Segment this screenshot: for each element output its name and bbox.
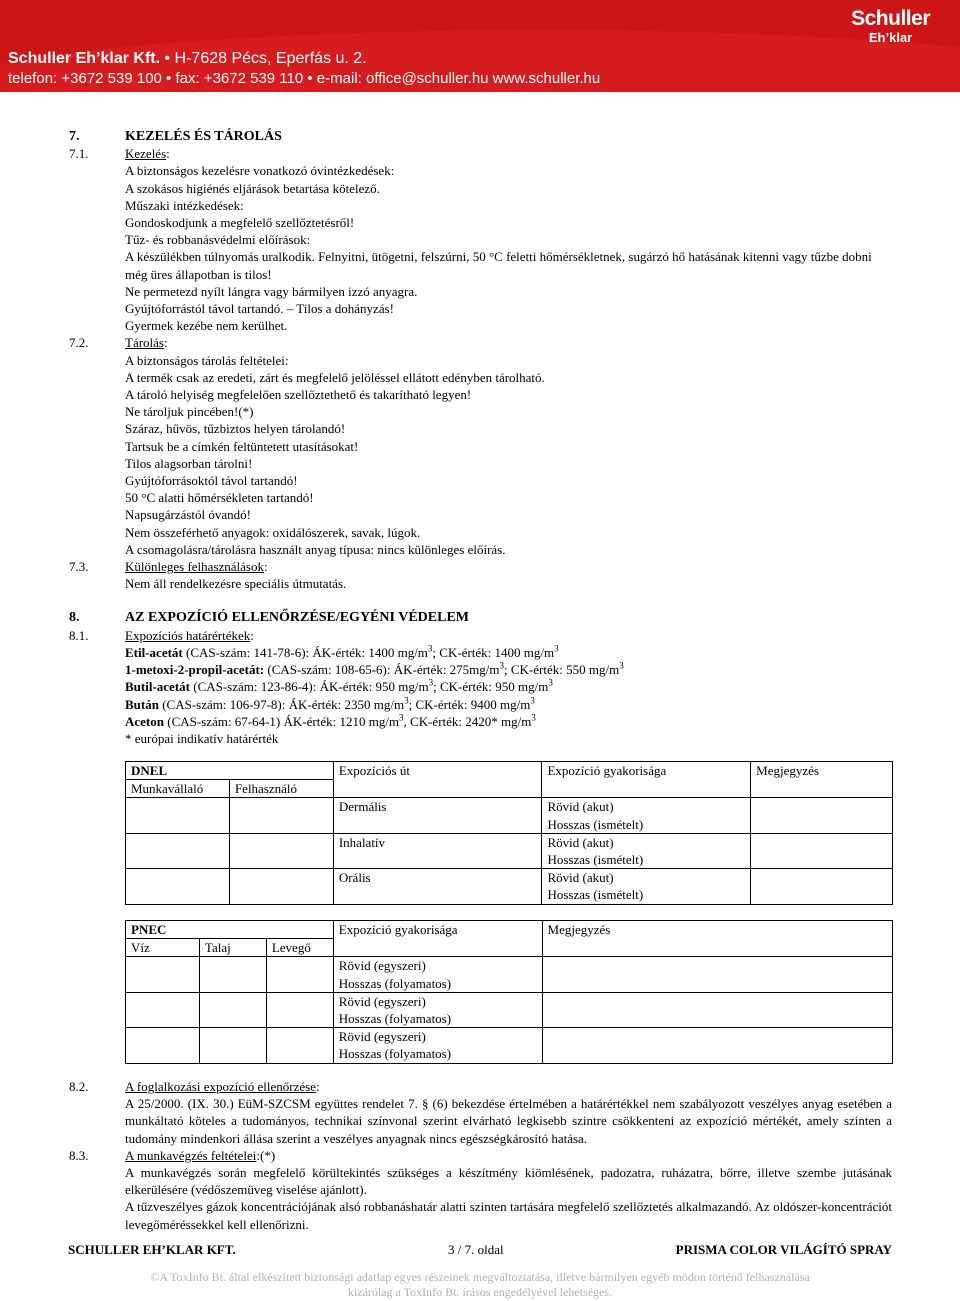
table-header-row bbox=[126, 762, 893, 780]
superscript: 3 bbox=[554, 643, 559, 654]
company-contact: telefon: +3672 539 100 • fax: +3672 539 110 • e-mail: office@schuller.hu www.schuller.hu bbox=[8, 70, 601, 87]
substance-name: Bután bbox=[125, 696, 159, 712]
subsection-number: 8.2. bbox=[69, 1079, 89, 1094]
freq-long: Hosszas (folyamatos) bbox=[338, 1046, 452, 1062]
empty-cell bbox=[333, 939, 542, 957]
paragraph: A 25/2000. (IX. 30.) EüM-SZCSM együttes rendelet 7. § (6) bekezdése értelmében a határértékkel nem szabályozott veszélyes anyag esetében a munkáltató köteles a tudományos, technikai színvonal szerint elvárható legkisebb szintre csökkenteni az expozíció mértékét, amely szinten a tudomány mindenkori állása szerint a veszélyes anyagnak nincs egészségkárosító hatása. bbox=[125, 1096, 892, 1146]
table-row bbox=[126, 869, 893, 904]
subsection-heading-text: Expozíciós határértékek bbox=[125, 627, 251, 643]
superscript: 3 bbox=[531, 712, 536, 723]
substance-limit bbox=[125, 661, 892, 678]
limit-text: (CAS-szám: 123-86-4): ÁK-érték: 950 mg/m bbox=[189, 679, 429, 695]
frequency-cell bbox=[333, 992, 542, 1027]
freq-short: Rövid (akut) bbox=[547, 834, 614, 850]
substance-name: Butil-acetát bbox=[125, 679, 190, 695]
empty-cell bbox=[229, 869, 333, 904]
footnote-indicative: * európai indikatív határérték bbox=[125, 730, 279, 746]
schuller-logo bbox=[851, 8, 930, 44]
empty-cell bbox=[751, 869, 893, 904]
document-body bbox=[0, 128, 960, 747]
col-header-soil: Talaj bbox=[199, 939, 266, 957]
substance-name: Aceton bbox=[125, 713, 164, 729]
subsection-heading-text: Tárolás bbox=[125, 335, 164, 351]
table-subheader-row bbox=[126, 939, 893, 957]
text-line: Ne tároljuk pincében!(*) bbox=[125, 404, 254, 420]
superscript: 3 bbox=[428, 677, 434, 688]
limit-text: (CAS-szám: 108-65-6): ÁK-érték: 275mg/m bbox=[264, 662, 500, 678]
freq-short: Rövid (egyszeri) bbox=[338, 1029, 426, 1045]
subsection-number: 8.1. bbox=[69, 627, 89, 643]
substance-limit bbox=[125, 696, 892, 713]
frequency-cell bbox=[542, 798, 751, 833]
limit-text: (CAS-szám: 67-64-1) ÁK-érték: 1210 mg/m bbox=[164, 713, 400, 729]
heading-suffix: :(*) bbox=[256, 1147, 276, 1163]
empty-cell bbox=[126, 798, 230, 833]
section-8-heading bbox=[0, 609, 960, 626]
empty-cell bbox=[542, 957, 892, 992]
page-number: 3 / 7. oldal bbox=[448, 1242, 504, 1257]
paragraph: A tűzveszélyes gázok koncentrációjának alsó robbanáshatár alatti szinten tartására megfelelő szellőztetés alkalmazandó. Az oldószer-koncentrációt levegőméréssekkel kell ellenőrizni. bbox=[125, 1199, 892, 1232]
col-header-consumer: Felhasználó bbox=[229, 780, 333, 798]
text-line: A termék csak az eredeti, zárt és megfelelő jelöléssel ellátott edényben tárolható. bbox=[125, 369, 545, 385]
copyright-line: ©A ToxInfo Bt. által elkészített biztonsági adatlap egyes részeinek megváltoztatása, illetve bármilyen egyéb módon történő felhasználása bbox=[150, 1270, 810, 1284]
section-number: 8. bbox=[69, 610, 80, 626]
text-line: A tároló helyiség megfelelően szellőztethető és takarítható legyen! bbox=[125, 387, 472, 403]
route-cell: Dermális bbox=[333, 798, 542, 833]
pnec-title-cell bbox=[126, 921, 334, 939]
frequency-cell bbox=[542, 833, 751, 868]
text-line: A készülékben túlnyomás uralkodik. Felnyitni, ütögetni, felszúrni, 50 °C feletti hőmérsékletnek, sugárzó hő hatásának kitenni vagy tűzbe dobni még üres állapotban is tilos! bbox=[125, 249, 872, 282]
text-line: A biztonságos kezelésre vonatkozó óvintézkedések: bbox=[125, 163, 395, 179]
frequency-cell bbox=[542, 869, 751, 904]
subsection-7-2 bbox=[0, 334, 960, 558]
text-line: Gyújtóforrástól távol tartandó. – Tilos a dohányzás! bbox=[125, 301, 394, 317]
empty-cell bbox=[542, 992, 892, 1027]
text-line: Műszaki intézkedések: bbox=[125, 197, 244, 213]
limit-text: , CK-érték: 2420* mg/m bbox=[403, 713, 532, 729]
superscript: 3 bbox=[530, 695, 535, 706]
superscript: 3 bbox=[399, 712, 404, 723]
subsection-8-1 bbox=[0, 627, 960, 747]
empty-cell bbox=[266, 1028, 333, 1063]
col-header-water: Víz bbox=[126, 939, 200, 957]
paragraph: A munkavégzés során megfelelő körültekintés szükséges a készítmény kiömlésének, padozatra, ruházatra, bőrre, illetve szembe jutásának elkerülésére (védőszemüveg viselése ajánlott). bbox=[125, 1165, 892, 1198]
col-header-worker: Munkavállaló bbox=[126, 780, 230, 798]
dnel-table bbox=[125, 761, 893, 905]
logo-text-top: Schuller bbox=[851, 7, 930, 30]
text-line: Száraz, hűvös, tűzbiztos helyen tárolandó! bbox=[125, 421, 346, 437]
empty-cell bbox=[126, 833, 230, 868]
footer-product: PRISMA COLOR VILÁGÍTÓ SPRAY bbox=[675, 1242, 892, 1257]
subsection-heading-text: Különleges felhasználások bbox=[125, 559, 264, 575]
empty-cell bbox=[126, 1028, 200, 1063]
text-line: Tűz- és robbanásvédelmi előírások: bbox=[125, 232, 311, 248]
superscript: 3 bbox=[404, 695, 409, 706]
freq-long: Hosszas (ismételt) bbox=[547, 887, 644, 903]
empty-cell bbox=[229, 833, 333, 868]
empty-cell bbox=[751, 798, 893, 833]
substance-limit bbox=[125, 644, 892, 661]
freq-short: Rövid (egyszeri) bbox=[338, 993, 426, 1009]
empty-cell bbox=[751, 780, 893, 798]
superscript: 3 bbox=[548, 677, 553, 688]
limit-text: ; CK-érték: 950 mg/m bbox=[433, 679, 549, 695]
col-header-air: Levegő bbox=[266, 939, 333, 957]
subsection-number: 7.1. bbox=[69, 146, 89, 162]
text-line: Tilos alagsorban tárolni! bbox=[125, 455, 253, 471]
table-row bbox=[126, 1028, 893, 1063]
freq-long: Hosszas (folyamatos) bbox=[338, 975, 452, 991]
col-header-route: Expozíciós út bbox=[333, 762, 542, 780]
subsection-heading-text: A foglalkozási expozíció ellenőrzése bbox=[125, 1079, 316, 1094]
subsection-heading-text: Kezelés bbox=[125, 146, 167, 162]
subsection-heading: Kezelés: bbox=[125, 146, 170, 162]
subsection-number: 7.3. bbox=[69, 559, 89, 575]
limit-text: ; CK-érték: 9400 mg/m bbox=[408, 696, 531, 712]
bullet-separator: • bbox=[164, 50, 175, 67]
subsection-heading-text: A munkavégzés feltételei bbox=[125, 1147, 257, 1163]
table-row bbox=[126, 992, 893, 1027]
col-header-frequency: Expozíció gyakorisága bbox=[542, 762, 751, 780]
section-title: AZ EXPOZÍCIÓ ELLENŐRZÉSE/EGYÉNI VÉDELEM bbox=[125, 610, 469, 626]
text-line: Napsugárzástól óvandó! bbox=[125, 507, 251, 523]
header-banner bbox=[0, 0, 960, 92]
freq-short: Rövid (akut) bbox=[547, 870, 614, 886]
freq-short: Rövid (akut) bbox=[547, 799, 614, 815]
freq-short: Rövid (egyszeri) bbox=[338, 958, 426, 974]
empty-cell bbox=[266, 957, 333, 992]
subsection-heading: A foglalkozási expozíció ellenőrzése: bbox=[125, 1079, 320, 1094]
col-header-note: Megjegyzés bbox=[542, 921, 892, 939]
empty-cell bbox=[751, 833, 893, 868]
company-address: H-7628 Pécs, Eperfás u. 2. bbox=[174, 50, 367, 67]
empty-cell bbox=[333, 780, 542, 798]
text-line: A szokásos higiénés eljárások betartása kötelező. bbox=[125, 180, 380, 196]
substance-name: Etil-acetát bbox=[125, 644, 183, 660]
substance-limit bbox=[125, 713, 892, 730]
limit-text: (CAS-szám: 106-97-8): ÁK-érték: 2350 mg/m bbox=[158, 696, 405, 712]
text-line: A csomagolásra/tárolásra használt anyag típusa: nincs különleges előírás. bbox=[125, 541, 506, 557]
subsection-8-3 bbox=[0, 1147, 960, 1233]
copyright-line: kizárólag a ToxInfo Bt. írásos engedélyével lehetséges. bbox=[347, 1285, 613, 1299]
subsection-heading bbox=[125, 1147, 892, 1164]
route-cell: Inhalatív bbox=[333, 833, 542, 868]
superscript: 3 bbox=[427, 643, 433, 654]
subsection-7-1 bbox=[0, 145, 960, 334]
header-address-line bbox=[8, 50, 367, 68]
route-cell: Orális bbox=[333, 869, 542, 904]
table-row bbox=[126, 957, 893, 992]
substance-limit bbox=[125, 678, 892, 695]
subsection-number: 8.3. bbox=[69, 1147, 89, 1163]
freq-long: Hosszas (ismételt) bbox=[547, 816, 644, 832]
subsection-heading: Tárolás: bbox=[125, 335, 168, 351]
section-number: 7. bbox=[69, 129, 80, 144]
subsection-8-2 bbox=[0, 1078, 960, 1147]
freq-long: Hosszas (ismételt) bbox=[547, 852, 644, 868]
text-line: Ne permetezd nyílt lángra vagy bármilyen izzó anyagra. bbox=[125, 283, 418, 299]
subsection-number: 7.2. bbox=[69, 335, 89, 351]
empty-cell bbox=[126, 957, 200, 992]
empty-cell bbox=[229, 798, 333, 833]
table-row bbox=[126, 833, 893, 868]
text-line: A biztonságos tárolás feltételei: bbox=[125, 352, 289, 368]
table-row bbox=[126, 798, 893, 833]
substance-name: 1-metoxi-2-propil-acetát: bbox=[125, 662, 265, 678]
col-header-frequency: Expozíció gyakorisága bbox=[333, 921, 542, 939]
dnel-title-cell bbox=[126, 762, 334, 780]
limit-text: ; CK-érték: 1400 mg/m bbox=[432, 644, 555, 660]
table-header-row bbox=[126, 921, 893, 939]
logo-text-bottom: Eh’klar bbox=[868, 30, 913, 45]
empty-cell bbox=[199, 992, 266, 1027]
subsection-heading: Különleges felhasználások: bbox=[125, 559, 268, 575]
empty-cell bbox=[266, 992, 333, 1027]
text-line: Nem összeférhető anyagok: oxidálószerek, savak, lúgok. bbox=[125, 524, 421, 540]
empty-cell bbox=[126, 869, 230, 904]
text-line: Nem áll rendelkezésre speciális útmutatás. bbox=[125, 576, 347, 592]
pnec-table bbox=[125, 920, 893, 1064]
section-7-heading bbox=[0, 128, 960, 145]
frequency-cell bbox=[333, 957, 542, 992]
limit-text: (CAS-szám: 141-78-6): ÁK-érték: 1400 mg/m bbox=[182, 644, 428, 660]
subsection-heading: Expozíciós határértékek: bbox=[125, 627, 254, 643]
dnel-title: DNEL bbox=[131, 763, 168, 778]
copyright-notice bbox=[0, 1270, 960, 1300]
empty-cell bbox=[542, 939, 892, 957]
text-line: 50 °C alatti hőmérsékleten tartandó! bbox=[125, 490, 314, 506]
col-header-note: Megjegyzés bbox=[751, 762, 893, 780]
empty-cell bbox=[542, 780, 751, 798]
empty-cell bbox=[542, 1028, 892, 1063]
empty-cell bbox=[199, 957, 266, 992]
subsection-7-3 bbox=[0, 558, 960, 592]
superscript: 3 bbox=[499, 660, 505, 671]
superscript: 3 bbox=[619, 660, 624, 671]
empty-cell bbox=[126, 992, 200, 1027]
text-line: Gyermek kezébe nem kerülhet. bbox=[125, 318, 288, 334]
section-title: KEZELÉS ÉS TÁROLÁS bbox=[125, 129, 282, 144]
footer-company: SCHULLER EH’KLAR KFT. bbox=[68, 1242, 236, 1257]
table-subheader-row bbox=[126, 780, 893, 798]
document-body-continued bbox=[0, 1078, 960, 1233]
freq-long: Hosszas (folyamatos) bbox=[338, 1011, 452, 1027]
text-line: Gyújtóforrásoktól távol tartandó! bbox=[125, 473, 298, 489]
company-name: Schuller Eh’klar Kft. bbox=[8, 50, 161, 67]
text-line: Tartsuk be a címkén feltüntetett utasításokat! bbox=[125, 438, 359, 454]
empty-cell bbox=[199, 1028, 266, 1063]
pnec-title: PNEC bbox=[131, 922, 167, 937]
frequency-cell bbox=[333, 1028, 542, 1063]
limit-text: ; CK-érték: 550 mg/m bbox=[504, 662, 620, 678]
text-line: Gondoskodjunk a megfelelő szellőztetésről! bbox=[125, 215, 355, 231]
